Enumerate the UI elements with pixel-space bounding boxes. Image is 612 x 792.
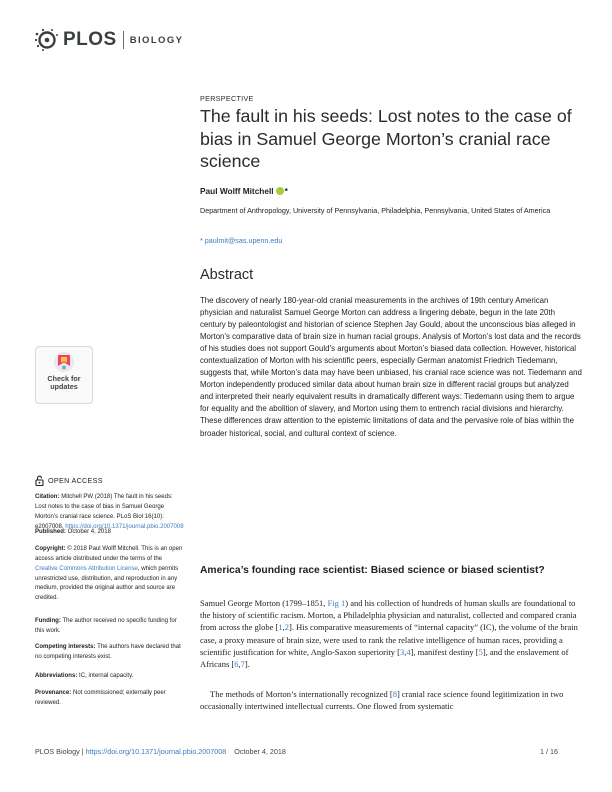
competing-interests-text: The authors have declared that no competing interests exist. [35,644,181,660]
affiliation: Department of Anthropology, University of Pennsylvania, Philadelphia, Pennsylvania, United States of America [200,206,551,215]
open-access-badge [35,475,103,486]
citation-label: Citation: [35,494,60,500]
text-run: ]. [244,659,250,670]
funding-text: The author received no specific funding for this work. [35,618,177,634]
citation-text: Mitchell PW (2018) The fault in his seeds: Lost notes to the case of bias in Samuel George Morton’s cranial race science. PLoS Biol 16(10): e2007008. [35,494,173,530]
plos-logo-icon [34,28,60,52]
logo-wordmark: PLOS [63,29,117,50]
page-number: 1 / 16 [540,747,558,756]
check-for-updates-button[interactable] [35,346,93,404]
published-block [35,528,185,538]
author-name[interactable]: Paul Wolff Mitchell [200,186,274,196]
footer-doi-link[interactable]: https://doi.org/10.1371/journal.pbio.2007008 [85,747,227,756]
published-label: Published: [35,529,66,535]
text-run: ] cranial race science found legitimization in two occasionally intertwined intellectual currents. One flowed from systematic [200,689,564,712]
logo-divider [123,31,124,49]
author-email[interactable]: * paulmit@sas.upenn.edu [200,236,283,245]
footer-separator: | [81,747,84,756]
section-heading: America’s founding race scientist: Biased science or biased scientist? [200,565,545,576]
article-type: PERSPECTIVE [200,94,254,103]
check-for-updates-label: Check for updates [47,374,81,391]
text-run: The methods of Morton’s internationally recognized [ [210,689,393,699]
footer-journal: PLOS Biology [35,747,80,756]
abbreviations-text: IC, internal capacity. [79,673,134,679]
provenance-text: Not commissioned; externally peer reviewed. [35,690,166,706]
figure-link[interactable]: Fig 1 [327,598,346,608]
author-line [200,186,288,196]
text-run: , [238,659,241,670]
copyright-block [35,545,185,604]
reference-link[interactable]: 8 [392,689,397,699]
copyright-text-tail: , which permits unrestricted use, distribution, and reproduction in any medium, provided the original author and source are credited. [35,565,179,602]
page-footer [35,747,286,756]
orcid-icon[interactable] [276,187,284,195]
license-link[interactable]: Creative Commons Attribution License [35,565,138,572]
article-title: The fault in his seeds: Lost notes to the case of bias in Samuel George Morton’s cranial race science [200,106,572,172]
text-run: , [282,622,285,633]
text-run: Samuel George Morton (1799–1851, [200,598,328,608]
reference-link[interactable]: 1 [278,622,283,633]
text-run: ], and the enslavement of Africans [ [200,646,569,670]
citation-doi-link[interactable]: https://doi.org/10.1371/journal.pbio.2007008 [65,523,184,530]
published-date: October 4, 2018 [67,529,111,535]
reference-link[interactable]: 7 [240,659,245,670]
reference-link[interactable]: 6 [234,659,239,670]
citation-block [35,493,185,532]
body-paragraph-2 [200,688,582,712]
logo-journal-name: BIOLOGY [129,34,184,46]
funding-label: Funding: [35,618,61,624]
reference-link[interactable]: 4 [406,646,411,657]
text-run: ], manifest destiny [ [410,646,479,657]
text-run: , [404,646,407,657]
journal-logo[interactable] [34,27,183,53]
competing-interests-block [35,643,185,663]
provenance-block [35,689,185,709]
abstract-text: The discovery of nearly 180-year-old cranial measurements in the archives of 19th century American physician and naturalist Samuel George Morton can address a lingering debate, begun in the late 20th century by paleontologist and historian of science Stephen Jay Gould, about the unconscious bias alleged in Morton’s comparative data of brain size in human racial groups. Analysis of Morton’s lost data and the records of his studies does not support Gould’s arguments about Morton’s biased data collection. However, historical contextualization of Morton with his scientific peers, especially German anatomist Friedrich Tiedemann, suggests that, while Morton’s data may have been unbiased, his cranial race science was not. Tiedemann and Morton independently produced similar data about human brain size in different racial groups but analyzed and interpreted their nearly equivalent results in dramatically different ways: Tiedemann using them to argue for equality and the abolition of slavery, and Morton using them to entrench racial divisions and hierarchy. These differences draw attention to the epistemic limitations of data and the pervasive role of bias within the broader historical, social, and cultural context of science. [200,296,582,438]
competing-interests-label: Competing interests: [35,644,96,650]
corresponding-mark: * [284,186,288,196]
funding-block [35,617,185,637]
bookmark-icon [53,351,75,373]
reference-link[interactable]: 2 [284,622,289,633]
footer-date: October 4, 2018 [234,747,286,756]
open-access-label: OPEN ACCESS [48,476,103,485]
copyright-label: Copyright: [35,546,66,552]
abstract-heading: Abstract [200,267,254,283]
abbreviations-block [35,672,185,682]
body-paragraph-1 [200,597,582,670]
copyright-text: © 2018 Paul Wolff Mitchell. This is an open access article distributed under the terms of the [35,546,183,562]
text-run: ) and his collection of hundreds of human skulls are foundational to the history of scientific racism. Morton, a Philadelphia physician and naturalist, collected and compared crania from across the globe [ [200,598,577,633]
reference-link[interactable]: 3 [399,646,405,657]
text-run: ]. His comparative measurements of “internal capacity” (IC), the volume of the brain case, a proxy measure of brain size, were used to rank the relative intelligence of human races, providing a scientific justification for white, Anglo-Saxon superiority [ [200,622,578,657]
open-lock-icon [35,475,44,486]
reference-link[interactable]: 5 [478,646,483,657]
provenance-label: Provenance: [35,690,72,696]
abbreviations-label: Abbreviations: [35,673,78,679]
